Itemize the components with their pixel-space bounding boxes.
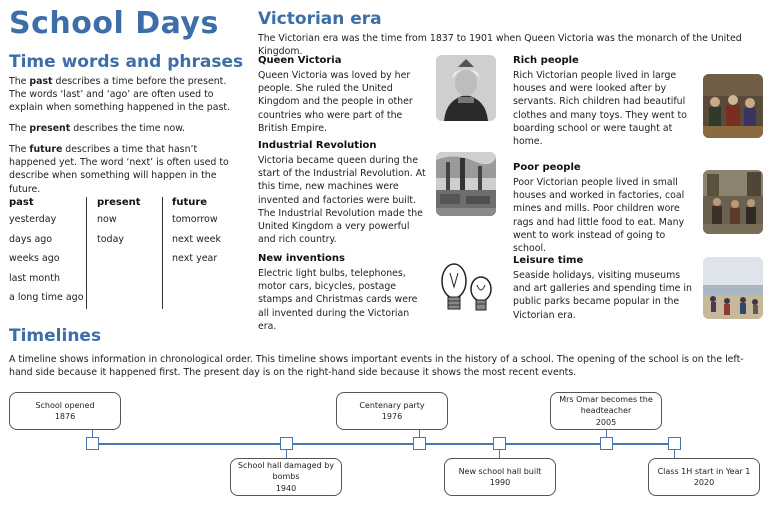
present-paragraph xyxy=(9,122,241,135)
section-title-industrial-revolution: Industrial Revolution xyxy=(258,140,377,151)
timeline-event-school-hall-damaged xyxy=(230,458,342,496)
list-item: weeks ago xyxy=(9,253,60,265)
list-item: next year xyxy=(172,253,218,265)
timeline-event-mrs-omar xyxy=(550,392,662,430)
past-pre: The xyxy=(9,76,30,87)
future-keyword: future xyxy=(29,144,63,155)
timeline-node xyxy=(600,437,613,450)
past-keyword: past xyxy=(29,76,53,87)
factory-image xyxy=(436,152,496,216)
list-item: now xyxy=(97,214,117,225)
future-paragraph xyxy=(9,143,241,196)
section-text-poor-people: Poor Victorian people lived in small houses and worked in factories, coal mines and mills. Poor children wore rags and had little food to eat. Many went to work instead of going to school. xyxy=(513,177,685,255)
queen-victoria-portrait-image xyxy=(436,55,496,121)
event-year: 2020 xyxy=(693,478,715,487)
past-paragraph xyxy=(9,75,241,115)
word-column-future xyxy=(172,197,244,269)
victorian-intro: The Victorian era was the time from 1837 to 1901 when Queen Victoria was the monarch of the United Kingdom. xyxy=(258,33,742,58)
event-label: Class 1H start in Year 1 xyxy=(657,466,751,476)
poor-people-painting-image xyxy=(703,170,763,234)
event-year: 1940 xyxy=(275,483,297,493)
timeline-connector xyxy=(674,450,675,458)
section-title-queen-victoria: Queen Victoria xyxy=(258,55,342,66)
present-description: describes the time now. xyxy=(70,123,185,134)
timeline-event-school-opened xyxy=(9,392,121,430)
timeline-node xyxy=(280,437,293,450)
section-text-rich-people: Rich Victorian people lived in large houses and were looked after by servants. Rich children had beautiful clothes and many toys. They went to boarding school or were taught at home. xyxy=(513,70,687,148)
section-text-leisure-time: Seaside holidays, visiting museums and art galleries and spending time in public parks became popular in the Victorian era. xyxy=(513,270,692,321)
section-text-industrial-revolution: Victoria became queen during the start of the Industrial Revolution. At this time, new machines were invented and factories were built. The Industrial Revolution made the United Kingdom a very powerful and rich country. xyxy=(258,155,426,246)
section-title-rich-people: Rich people xyxy=(513,55,579,66)
list-item: next week xyxy=(172,233,222,245)
list-item: last month xyxy=(9,272,60,284)
past-description: describes a time before the present. The words ‘last’ and ‘ago’ are often used to explain when something happened in the past. xyxy=(9,76,231,114)
timeline-event-centenary-party xyxy=(336,392,448,430)
column-header: present xyxy=(97,197,141,208)
event-year: 1976 xyxy=(381,412,403,421)
list-item: tomorrow xyxy=(172,214,218,225)
list-item: today xyxy=(97,233,125,245)
timeline-node xyxy=(668,437,681,450)
section-title-leisure-time: Leisure time xyxy=(513,255,584,266)
list-item: yesterday xyxy=(9,214,57,225)
timeline-connector xyxy=(499,450,500,458)
section-title-new-inventions: New inventions xyxy=(258,253,345,264)
time-words-heading: Time words and phrases xyxy=(9,52,244,72)
column-divider xyxy=(162,197,163,309)
future-description: describes a time that hasn’t happened yet. The word ‘next’ is often used to describe when something will happen in the future. xyxy=(9,144,229,195)
rich-people-painting-image xyxy=(703,74,763,138)
event-label: New school hall built xyxy=(458,466,542,476)
timeline-node xyxy=(86,437,99,450)
list-item: days ago xyxy=(9,233,53,245)
timeline-connector xyxy=(286,450,287,458)
timeline-node xyxy=(413,437,426,450)
timeline-line xyxy=(92,443,676,445)
column-header: future xyxy=(172,197,208,208)
column-divider xyxy=(86,197,87,309)
future-pre: The xyxy=(9,144,30,155)
event-label: Mrs Omar becomes the headteacher xyxy=(559,394,653,416)
timelines-intro: A timeline shows information in chronological order. This timeline shows important events in the history of a school. The opening of the school is on the left-hand side because it happened first. The present day is on the right-hand side because it shows the most recent events. xyxy=(9,354,744,379)
leisure-time-painting-image xyxy=(703,257,763,319)
timeline-event-class-1h xyxy=(648,458,760,496)
present-pre: The xyxy=(9,123,30,134)
present-keyword: present xyxy=(29,123,71,134)
timeline-event-new-school-hall xyxy=(444,458,556,496)
event-year: 1876 xyxy=(54,412,76,421)
event-label: School hall damaged by bombs xyxy=(237,460,335,482)
event-label: Centenary party xyxy=(359,400,425,410)
page-title: School Days xyxy=(9,6,219,41)
victorian-era-heading: Victorian era xyxy=(258,9,382,29)
event-label: School opened xyxy=(35,400,95,410)
event-year: 2005 xyxy=(595,417,617,427)
timeline-node xyxy=(493,437,506,450)
timelines-heading: Timelines xyxy=(9,326,102,346)
section-text-queen-victoria: Queen Victoria was loved by her people. She ruled the United Kingdom and the people in other countries who were part of the British Empire. xyxy=(258,70,413,134)
light-bulbs-image xyxy=(436,259,496,317)
list-item: a long time ago xyxy=(9,292,84,304)
word-column-present xyxy=(97,197,167,249)
section-text-new-inventions: Electric light bulbs, telephones, motor cars, bicycles, postage stamps and Christmas cards were all invented during the Victorian era. xyxy=(258,268,418,332)
column-header: past xyxy=(9,197,34,208)
event-year: 1990 xyxy=(489,478,511,487)
section-title-poor-people: Poor people xyxy=(513,162,581,173)
